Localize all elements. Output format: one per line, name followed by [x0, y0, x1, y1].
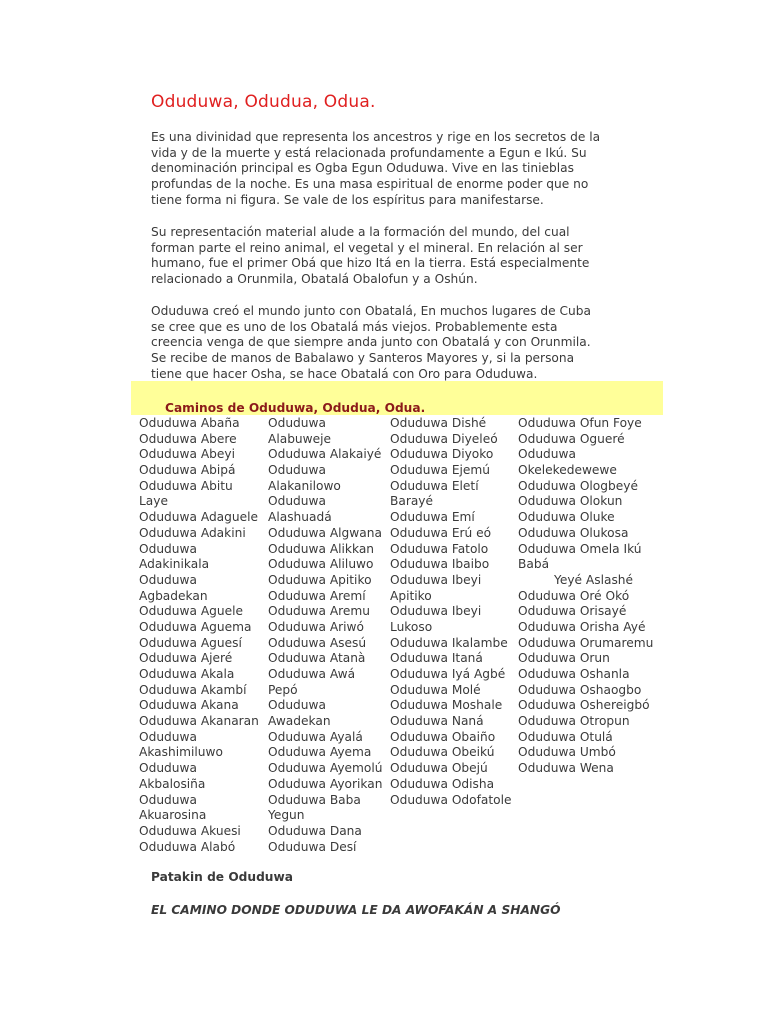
camino-entry: Oduduwa Abaña [139, 416, 240, 430]
paragraph-line: tiene que hacer Osha, se hace Obatalá con Oro para Oduduwa. [151, 366, 538, 381]
camino-entry: Lukoso [390, 619, 433, 634]
paragraph-intro [151, 130, 631, 209]
caminos-column-3 [390, 416, 512, 808]
camino-entry: Adakinikala [139, 557, 210, 572]
camino-entry: Oduduwa Adakini [139, 525, 246, 540]
camino-entry: Oduduwa Olokun [518, 494, 623, 509]
camino-entry: Oduduwa [139, 541, 197, 556]
page-title: Oduduwa, Odudua, Odua. [151, 92, 376, 112]
camino-entry: Oduduwa Dana [268, 823, 362, 838]
camino-entry: Oduduwa [518, 447, 576, 462]
camino-entry: Oduduwa [268, 416, 326, 430]
camino-entry: Okelekedewewe [518, 463, 617, 478]
camino-entry: Oduduwa Ayorikan [268, 776, 383, 791]
camino-entry: Oduduwa Awá [268, 667, 356, 681]
camino-entry: Oduduwa Abitu [139, 478, 233, 493]
camino-entry: Oduduwa Ibaibo [390, 557, 490, 572]
camino-entry: Oduduwa Otulá [518, 729, 613, 744]
camino-entry: Oduduwa Erú eó [390, 525, 492, 540]
camino-entry: Alabuweje [268, 431, 332, 446]
camino-entry: Oduduwa Itaná [390, 651, 483, 666]
section-title: Caminos de Oduduwa, Odudua, Odua. [165, 401, 426, 415]
camino-entry: Yeyé Aslashé [554, 572, 634, 587]
camino-entry: Oduduwa Oré Okó [518, 588, 630, 603]
paragraph-line: Oduduwa creó el mundo junto con Obatalá, En muchos lugares de Cuba [151, 304, 591, 318]
camino-entry: Oduduwa Otropun [518, 714, 630, 729]
camino-entry: Oduduwa Molé [390, 682, 481, 697]
camino-entry: Babá [518, 557, 550, 572]
camino-entry: Oduduwa [268, 494, 326, 509]
camino-entry: Oduduwa Ibeyi [390, 604, 482, 619]
camino-entry: Oduduwa Akuesi [139, 823, 241, 838]
camino-entry: Oduduwa Odisha [390, 776, 495, 791]
story-heading: EL CAMINO DONDE ODUDUWA LE DA AWOFAKÁN A SHANGÓ [151, 903, 561, 917]
paragraph-line: denominación principal es Ogba Egun Oduduwa. Vive en las tinieblas [151, 161, 574, 176]
camino-entry: Oduduwa [139, 761, 197, 776]
camino-entry: Oduduwa Oluke [518, 510, 615, 525]
camino-entry: Oduduwa Oshanla [518, 667, 630, 681]
camino-entry: Oduduwa Baba [268, 792, 361, 807]
camino-entry: Oduduwa Abeyi [139, 447, 235, 462]
paragraph-line: Se recibe de manos de Babalawo y Santeros Mayores y, si la persona [151, 351, 575, 366]
camino-entry: Oduduwa Ayema [268, 745, 372, 760]
camino-entry: Oduduwa Apitiko [268, 572, 372, 587]
camino-entry: Oduduwa Umbó [518, 745, 616, 760]
camino-entry: Oduduwa Moshale [390, 698, 503, 713]
camino-entry: Akbalosiña [139, 776, 206, 791]
camino-entry: Oduduwa Diyeleó [390, 431, 498, 446]
paragraph-line: Su representación material alude a la formación del mundo, del cual [151, 225, 570, 239]
camino-entry: Oduduwa Akambí [139, 682, 247, 697]
camino-entry: Oduduwa Emí [390, 510, 475, 525]
camino-entry: Oduduwa Aliluwo [268, 557, 374, 572]
caminos-column-1 [139, 416, 259, 855]
camino-entry: Oduduwa Ariwó [268, 619, 364, 634]
camino-entry: Oduduwa Abere [139, 431, 237, 446]
camino-entry: Oduduwa Alabó [139, 839, 236, 854]
camino-entry: Oduduwa Olukosa [518, 525, 629, 540]
camino-entry: Alashuadá [268, 510, 332, 525]
camino-entry: Oduduwa Akanaran [139, 714, 259, 729]
camino-entry: Oduduwa Orumaremu [518, 635, 654, 650]
camino-entry: Oduduwa [139, 572, 197, 587]
camino-entry: Barayé [390, 494, 434, 509]
camino-entry: Oduduwa Obeikú [390, 745, 495, 760]
paragraph-representation [151, 225, 631, 288]
camino-entry: Oduduwa Ologbeyé [518, 478, 638, 493]
camino-entry: Oduduwa Akala [139, 667, 235, 681]
camino-entry: Oduduwa [139, 792, 197, 807]
camino-entry: Agbadekan [139, 588, 208, 603]
paragraph-line: se cree que es uno de los Obatalá más viejos. Probablemente esta [151, 319, 558, 334]
camino-entry: Oduduwa Naná [390, 714, 484, 729]
camino-entry: Oduduwa Ejemú [390, 463, 491, 478]
paragraph-line: profundas de la noche. Es una masa espiritual de enorme poder que no [151, 177, 589, 192]
paragraph-creation [151, 304, 631, 383]
camino-entry: Oduduwa Ayemolú [268, 761, 383, 776]
paragraph-line: humano, fue el primer Obá que hizo Itá en la tierra. Está especialmente [151, 256, 590, 271]
camino-entry: Oduduwa [268, 463, 326, 478]
camino-entry: Oduduwa Orun [518, 651, 610, 666]
camino-entry: Oduduwa Asesú [268, 635, 367, 650]
camino-entry: Oduduwa [268, 698, 326, 713]
camino-entry: Laye [139, 494, 168, 509]
paragraph-line: tiene forma ni figura. Se vale de los espíritus para manifestarse. [151, 192, 544, 207]
camino-entry: Oduduwa Odofatole [390, 792, 512, 807]
camino-entry: Yegun [268, 808, 305, 823]
camino-entry: Oduduwa Ibeyi [390, 572, 482, 587]
paragraph-line: Es una divinidad que representa los ancestros y rige en los secretos de la [151, 130, 601, 144]
caminos-column-4 [518, 416, 653, 777]
camino-entry: Oduduwa Aremu [268, 604, 370, 619]
camino-entry: Oduduwa Abipá [139, 463, 236, 478]
camino-entry: Oduduwa Ayalá [268, 729, 363, 744]
paragraph-line: vida y de la muerte y está relacionada profundamente a Egun e Ikú. Su [151, 145, 587, 160]
camino-entry: Oduduwa Obejú [390, 761, 488, 776]
camino-entry: Awadekan [268, 714, 331, 729]
camino-entry: Oduduwa Ajeré [139, 651, 233, 666]
camino-entry: Oduduwa Akana [139, 698, 239, 713]
camino-entry: Oduduwa Ofun Foye [518, 416, 642, 430]
patakin-heading: Patakin de Oduduwa [151, 870, 293, 884]
camino-entry: Pepó [268, 682, 298, 697]
camino-entry: Apitiko [390, 588, 432, 603]
camino-entry: Oduduwa Fatolo [390, 541, 489, 556]
camino-entry: Oduduwa Diyoko [390, 447, 494, 462]
camino-entry: Oduduwa Aguema [139, 619, 252, 634]
paragraph-line: forman parte el reino animal, el vegetal y el mineral. En relación al ser [151, 240, 583, 255]
camino-entry: Oduduwa Alakaiyé [268, 447, 382, 462]
camino-entry: Oduduwa Orisha Ayé [518, 619, 646, 634]
camino-entry: Akuarosina [139, 808, 207, 823]
camino-entry: Oduduwa Iyá Agbé [390, 667, 506, 681]
camino-entry: Oduduwa Orisayé [518, 604, 627, 619]
camino-entry: Oduduwa Wena [518, 761, 614, 776]
camino-entry: Oduduwa Aguesí [139, 635, 242, 650]
camino-entry: Oduduwa Dishé [390, 416, 487, 430]
paragraph-line: creencia venga de que siempre anda junto con Obatalá y con Orunmila. [151, 335, 591, 350]
paragraph-line: relacionado a Orunmila, Obatalá Obalofun y a Oshún. [151, 272, 478, 287]
camino-entry: Oduduwa Atanà [268, 651, 366, 666]
camino-entry: Oduduwa Aguele [139, 604, 244, 619]
camino-entry: Oduduwa Oshaogbo [518, 682, 642, 697]
camino-entry: Oduduwa Obaiño [390, 729, 496, 744]
camino-entry: Oduduwa Ikalambe [390, 635, 508, 650]
camino-entry: Akashimiluwo [139, 745, 223, 760]
camino-entry: Oduduwa Aremí [268, 588, 366, 603]
camino-entry: Oduduwa Algwana [268, 525, 382, 540]
camino-entry: Oduduwa Alikkan [268, 541, 375, 556]
camino-entry: Oduduwa [139, 729, 197, 744]
camino-entry: Oduduwa Omela Ikú [518, 541, 642, 556]
camino-entry: Oduduwa Oshereigbó [518, 698, 650, 713]
camino-entry: Oduduwa Adaguele [139, 510, 258, 525]
caminos-column-2 [268, 416, 382, 855]
camino-entry: Alakanilowo [268, 478, 341, 493]
camino-entry: Oduduwa Desí [268, 839, 357, 854]
camino-entry: Oduduwa Ogueré [518, 431, 625, 446]
camino-entry: Oduduwa Eletí [390, 478, 479, 493]
